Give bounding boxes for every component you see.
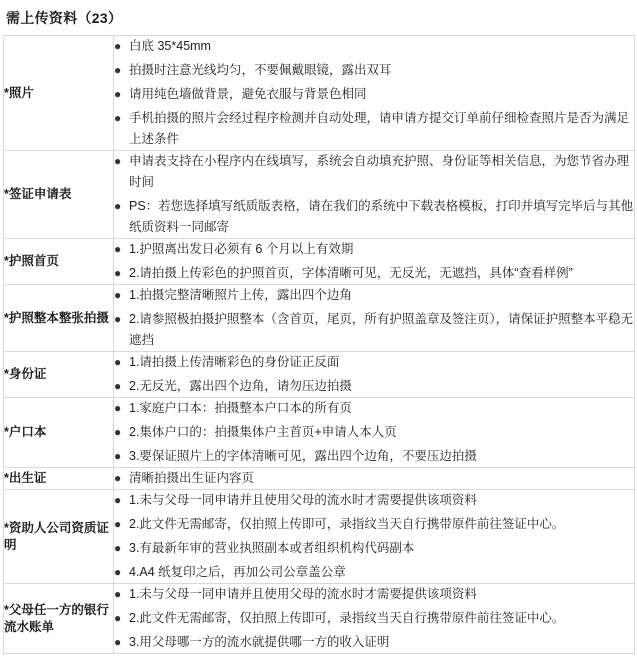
table-row <box>4 398 635 468</box>
row-content <box>114 151 635 239</box>
bullet-icon: ● <box>114 401 122 415</box>
item-list <box>114 36 634 150</box>
item-list <box>114 285 634 351</box>
list-item-text: 2.集体户口的：拍摄集体户主首页+申请人本人页 <box>129 425 397 439</box>
table-row <box>4 490 635 584</box>
list-item <box>114 490 634 511</box>
table-row <box>4 36 635 151</box>
list-item-text: 1.未与父母一同申请并且使用父母的流水时才需要提供该项资料 <box>129 587 477 601</box>
bullet-icon: ● <box>114 449 122 463</box>
list-item-text: 3.要保证照片上的字体清晰可见，露出四个边角，不要压边拍摄 <box>129 449 477 463</box>
list-item <box>114 446 634 467</box>
list-item <box>114 151 634 193</box>
row-label: *照片 <box>4 36 114 151</box>
bullet-icon: ● <box>114 111 122 125</box>
list-item <box>114 422 634 443</box>
bullet-icon: ● <box>114 635 122 649</box>
list-item-text: 2.此文件无需邮寄，仅拍照上传即可，录指纹当天自行携带原件前往签证中心。 <box>129 517 565 531</box>
table-row <box>4 151 635 239</box>
row-label: *护照首页 <box>4 239 114 285</box>
row-label: *父母任一方的银行流水账单 <box>4 584 114 654</box>
list-item <box>114 108 634 150</box>
table-row <box>4 584 635 654</box>
table-row <box>4 239 635 285</box>
list-item <box>114 514 634 535</box>
list-item <box>114 239 634 260</box>
row-content <box>114 490 635 584</box>
item-list <box>114 398 634 467</box>
bullet-icon: ● <box>114 517 122 531</box>
list-item-text: PS：若您选择填写纸质版表格，请在我们的系统中下载表格模板，打印并填写完毕后与其他纸质资料一同邮寄 <box>129 199 634 234</box>
list-item <box>114 632 634 653</box>
list-item <box>114 84 634 105</box>
row-content <box>114 352 635 398</box>
table-row <box>4 285 635 352</box>
list-item-text: 请用纯色墙做背景，避免衣服与背景色相同 <box>129 87 367 101</box>
list-item-text: 白底 35*45mm <box>129 39 211 53</box>
page-title: 需上传资料（23） <box>6 10 123 26</box>
list-item <box>114 538 634 559</box>
list-item-text: 清晰拍摄出生证内容页 <box>129 471 255 485</box>
bullet-icon: ● <box>114 266 122 280</box>
list-item <box>114 309 634 351</box>
list-item-text: 申请表支持在小程序内在线填写，系统会自动填充护照、身份证等相关信息，为您节省办理时间 <box>129 154 630 189</box>
bullet-icon: ● <box>114 199 122 213</box>
list-item-text: 3.有最新年审的营业执照副本或者组织机构代码副本 <box>129 541 415 555</box>
item-list <box>114 239 634 284</box>
requirements-table-body <box>4 36 635 654</box>
bullet-icon: ● <box>114 242 122 256</box>
requirements-table <box>3 35 635 654</box>
row-content <box>114 36 635 151</box>
bullet-icon: ● <box>114 39 122 53</box>
bullet-icon: ● <box>114 471 122 485</box>
bullet-icon: ● <box>114 312 122 326</box>
list-item-text: 4.A4 纸复印之后，再加公司公章盖公章 <box>129 565 346 579</box>
bullet-icon: ● <box>114 493 122 507</box>
list-item <box>114 584 634 605</box>
bullet-icon: ● <box>114 425 122 439</box>
bullet-icon: ● <box>114 355 122 369</box>
list-item-text: 2.请参照极拍摄护照整本（含首页，尾页，所有护照盖章及签注页），请保证护照整本平稳无遮挡 <box>129 312 634 347</box>
list-item-text: 3.用父母哪一方的流水就提供哪一方的收入证明 <box>129 635 390 649</box>
list-item <box>114 398 634 419</box>
list-item <box>114 60 634 81</box>
list-item-text: 2.无反光，露出四个边角，请勿压边拍摄 <box>129 379 352 393</box>
row-content <box>114 398 635 468</box>
row-content <box>114 239 635 285</box>
item-list <box>114 584 634 653</box>
list-item <box>114 376 634 397</box>
list-item <box>114 263 634 284</box>
row-label: *资助人公司资质证明 <box>4 490 114 584</box>
list-item-text: 手机拍摄的照片会经过程序检测并自动处理，请申请方提交订单前仔细检查照片是否为满足上述条件 <box>129 111 630 146</box>
list-item-text: 1.护照离出发日必须有 6 个月以上有效期 <box>129 242 354 256</box>
list-item-text: 1.家庭户口本：拍摄整本户口本的所有页 <box>129 401 352 415</box>
list-item-text: 2.此文件无需邮寄，仅拍照上传即可，录指纹当天自行携带原件前往签证中心。 <box>129 611 565 625</box>
row-label: *出生证 <box>4 468 114 490</box>
item-list <box>114 490 634 583</box>
row-label: *身份证 <box>4 352 114 398</box>
list-item <box>114 285 634 306</box>
row-label: *签证申请表 <box>4 151 114 239</box>
table-row <box>4 468 635 490</box>
bullet-icon: ● <box>114 587 122 601</box>
bullet-icon: ● <box>114 87 122 101</box>
list-item <box>114 468 634 489</box>
list-item-text: 拍摄时注意光线均匀，不要佩戴眼镜，露出双耳 <box>129 63 392 77</box>
bullet-icon: ● <box>114 154 122 168</box>
item-list <box>114 468 634 489</box>
list-item <box>114 562 634 583</box>
row-content <box>114 285 635 352</box>
bullet-icon: ● <box>114 288 122 302</box>
bullet-icon: ● <box>114 541 122 555</box>
list-item-text: 1.拍摄完整清晰照片上传，露出四个边角 <box>129 288 352 302</box>
row-content <box>114 468 635 490</box>
row-content <box>114 584 635 654</box>
list-item-text: 1.请拍摄上传清晰彩色的身份证正反面 <box>129 355 340 369</box>
bullet-icon: ● <box>114 63 122 77</box>
list-item <box>114 196 634 238</box>
bullet-icon: ● <box>114 611 122 625</box>
table-row <box>4 352 635 398</box>
list-item <box>114 352 634 373</box>
list-item <box>114 36 634 57</box>
list-item <box>114 608 634 629</box>
bullet-icon: ● <box>114 379 122 393</box>
list-item-text: 2.请拍摄上传彩色的护照首页，字体清晰可见，无反光，无遮挡，具体“查看样例” <box>129 266 573 280</box>
bullet-icon: ● <box>114 565 122 579</box>
list-item-text: 1.未与父母一同申请并且使用父母的流水时才需要提供该项资料 <box>129 493 477 507</box>
row-label: *户口本 <box>4 398 114 468</box>
row-label: *护照整本整张拍摄 <box>4 285 114 352</box>
item-list <box>114 352 634 397</box>
item-list <box>114 151 634 238</box>
